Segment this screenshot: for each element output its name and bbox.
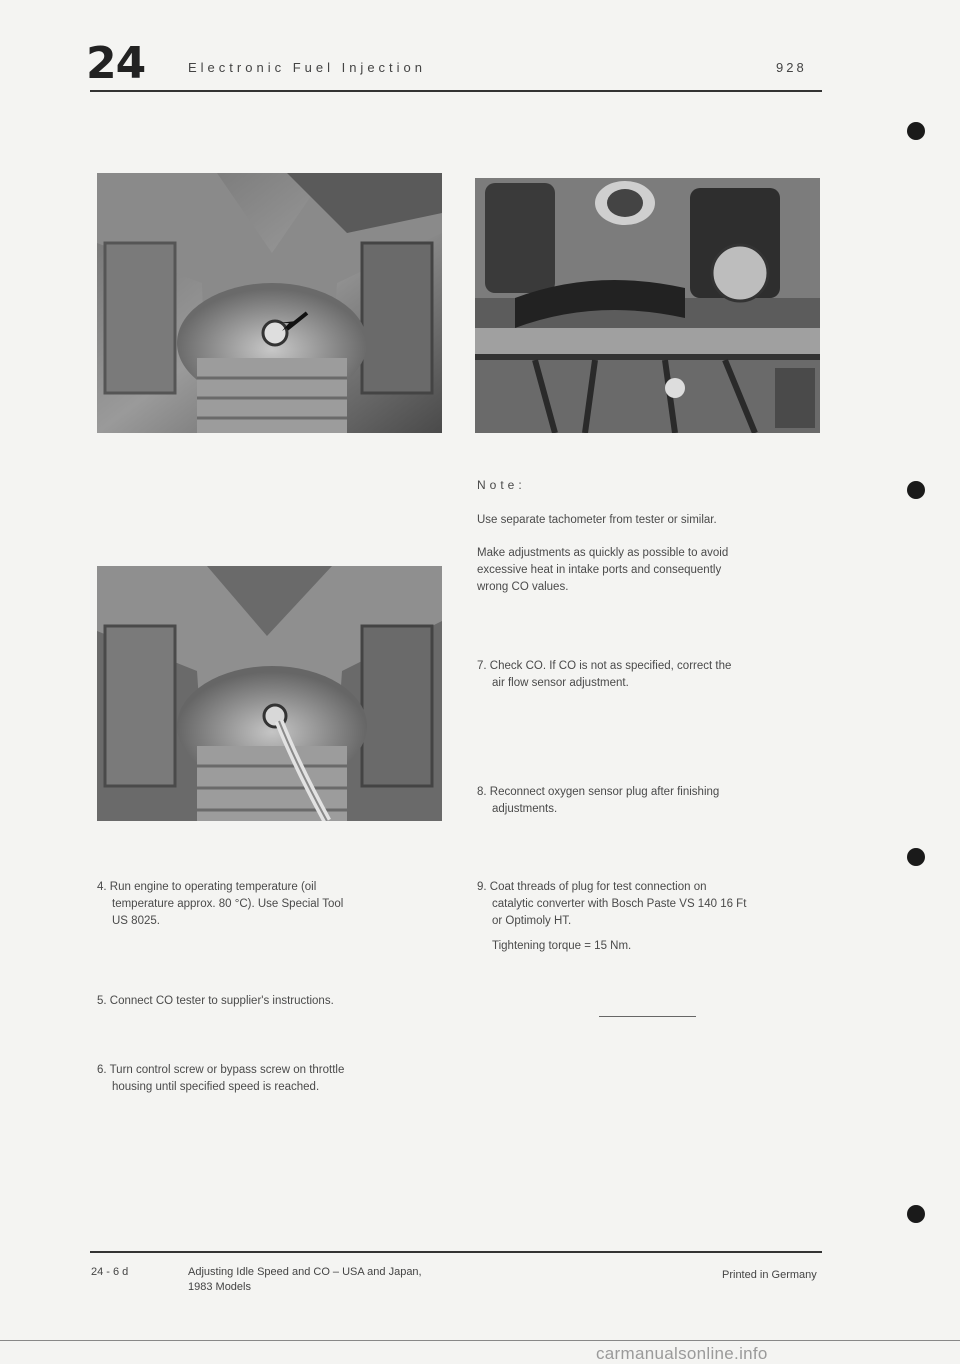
page-edge-rule xyxy=(0,1340,960,1341)
chapter-title: Electronic Fuel Injection xyxy=(188,60,427,75)
page-number: 24 - 6 d xyxy=(91,1266,129,1278)
step-9: 9. Coat threads of plug for test connection on catalytic converter with Bosch Paste VS 140 16 Ft or Optimoly HT. Tightening torque = 15 Nm. xyxy=(477,879,837,955)
note-title: Note: xyxy=(477,478,526,492)
footer-title: Adjusting Idle Speed and CO – USA and Japan, 1983 Models xyxy=(188,1266,422,1293)
binder-hole-dot xyxy=(907,122,925,140)
step-8: 8. Reconnect oxygen sensor plug after finishing adjustments. xyxy=(477,786,720,815)
binder-hole-dot xyxy=(907,848,925,866)
footer-rule xyxy=(90,1251,822,1253)
note-paragraph-1: Use separate tachometer from tester or similar. xyxy=(477,514,717,526)
binder-hole-dot xyxy=(907,481,925,499)
photo-engine-bay xyxy=(475,178,820,433)
header-rule xyxy=(90,90,822,92)
section-divider xyxy=(599,1016,696,1017)
printed-in: Printed in Germany xyxy=(722,1269,817,1281)
step-7: 7. Check CO. If CO is not as specified, correct the air flow sensor adjustment. xyxy=(477,660,732,689)
model-number: 928 xyxy=(776,60,807,75)
step-4: 4. Run engine to operating temperature (oil temperature approx. 80 °C). Use Special Tool US 8025. xyxy=(97,881,344,927)
binder-hole-dot xyxy=(907,1205,925,1223)
step-5: 5. Connect CO tester to supplier's instructions. xyxy=(97,995,334,1007)
photo-test-hose-connected xyxy=(97,566,442,821)
note-paragraph-2: Make adjustments as quickly as possible to avoid excessive heat in intake ports and consequently wrong CO values. xyxy=(477,547,729,593)
step-6: 6. Turn control screw or bypass screw on throttle housing until specified speed is reached. xyxy=(97,1064,345,1093)
tightening-torque: Tightening torque = 15 Nm. xyxy=(492,940,632,952)
watermark: carmanualsonline.info xyxy=(596,1344,768,1363)
chapter-number: 24 xyxy=(86,38,146,89)
photo-catalytic-converter-arrow xyxy=(97,173,442,433)
